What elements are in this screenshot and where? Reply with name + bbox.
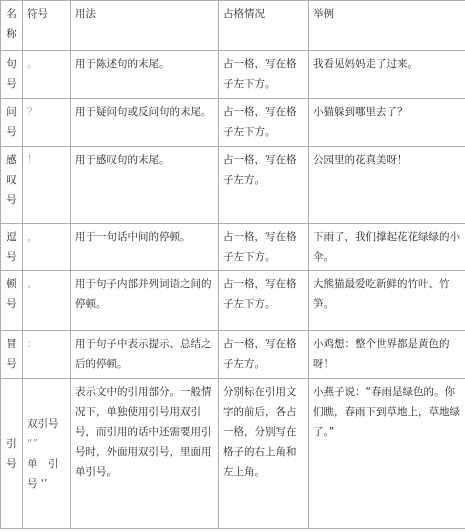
row-placement: 占一格，写在格子左下方。 [219, 271, 309, 331]
row-placement: 占一格，写在格子左方。 [219, 147, 309, 224]
row-example: 我看见妈妈走了过来。 [309, 51, 465, 99]
row-name: 冒号 [1, 331, 23, 379]
symbol-line: 双引号 [27, 417, 59, 430]
table-bottom-rule [0, 528, 465, 529]
header-symbol: 符号 [23, 1, 71, 51]
row-placement: 占一格，写在格子左方。 [219, 331, 309, 379]
row-symbol: 。 [23, 51, 71, 99]
table-header-row [1, 1, 465, 51]
row-symbol: ： [23, 331, 71, 379]
row-example: 大熊猫最爱吃新鲜的竹叶、竹笋。 [309, 271, 465, 331]
row-usage: 用于句子中表示提示、总结之后的停顿。 [71, 331, 219, 379]
row-name: 逗号 [1, 224, 23, 271]
row-usage: 用于疑问句或反问句的末尾。 [71, 99, 219, 147]
table-row [1, 147, 465, 224]
row-symbol: ！ [23, 147, 71, 224]
symbol-line: 号 ‘’ [27, 477, 48, 490]
row-usage: 用于陈述句的末尾。 [71, 51, 219, 99]
header-example: 举例 [309, 1, 465, 51]
row-symbol: ， [23, 224, 71, 271]
header-name: 名称 [1, 1, 23, 51]
row-example: 小猫躲到哪里去了？ [309, 99, 465, 147]
row-name: 引号 [1, 379, 23, 529]
table-row [1, 331, 465, 379]
row-usage: 表示文中的引用部分。一般情况下，单独使用引号用双引号，而引用的话中还需要用引号时，外面用双引号，里面用单引号。 [71, 379, 219, 529]
table-row [1, 379, 465, 529]
header-usage: 用法 [71, 1, 219, 51]
row-name: 句号 [1, 51, 23, 99]
table-row [1, 51, 465, 99]
row-example: 小鸡想：整个世界都是黄色的呀！ [309, 331, 465, 379]
row-usage: 用于感叹句的末尾。 [71, 147, 219, 224]
row-placement: 占一格，写在格子左下方。 [219, 99, 309, 147]
row-example: 下雨了，我们撑起花花绿绿的小伞。 [309, 224, 465, 271]
table-row [1, 99, 465, 147]
table-row [1, 271, 465, 331]
symbol-line: 单 引 [27, 457, 59, 470]
row-placement: 占一格，写在格子左下方。 [219, 51, 309, 99]
row-placement: 分别标在引用文字的前后，各占一格，分别写在格子的右上角和左上角。 [219, 379, 309, 529]
row-name: 问号 [1, 99, 23, 147]
row-example: 小燕子说：“春雨是绿色的。你们瞧，春雨下到草地上，草地绿了。” [309, 379, 465, 529]
row-name: 顿号 [1, 271, 23, 331]
row-name: 感叹号 [1, 147, 23, 224]
row-example: 公园里的花真美呀！ [309, 147, 465, 224]
row-usage: 用于一句话中间的停顿。 [71, 224, 219, 271]
row-symbol-cell [23, 379, 71, 529]
header-placement: 占格情况 [219, 1, 309, 51]
row-placement: 占一格，写在格子左下方。 [219, 224, 309, 271]
row-symbol: 、 [23, 271, 71, 331]
table-row [1, 224, 465, 271]
row-usage: 用于句子内部并列词语之间的停顿。 [71, 271, 219, 331]
row-symbol: ？ [23, 99, 71, 147]
symbol-line: “” [27, 437, 38, 450]
